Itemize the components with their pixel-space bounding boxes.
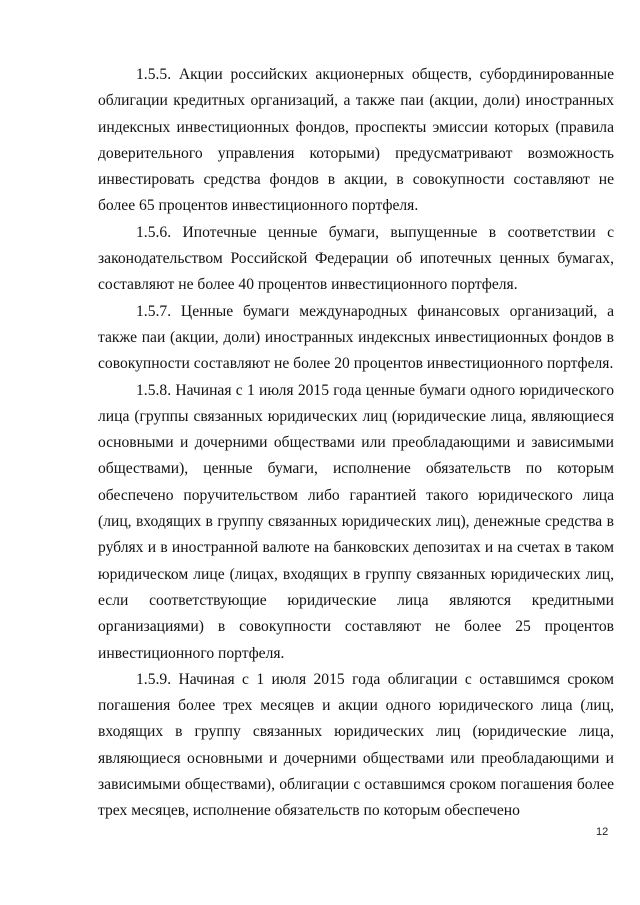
document-body <box>98 62 614 825</box>
paragraph-1-5-9: 1.5.9. Начиная с 1 июля 2015 года облигации с оставшимся сроком погашения более трех месяцев и акции одного юридического лица (лиц, входящих в группу связанных юридических лиц (юридические лица, являющиеся основными и дочерними обществами или преобладающими и зависимыми обществами), облигации с оставшимся сроком погашения более трех месяцев, исполнение обязательств по которым обеспечено <box>98 670 614 820</box>
page-number: 12 <box>596 826 609 838</box>
paragraph-1-5-6: 1.5.6. Ипотечные ценные бумаги, выпущенные в соответствии с законодательством Российской Федерации об ипотечных ценных бумагах, составляют не более 40 процентов инвестиционного портфеля. <box>98 223 614 294</box>
paragraph-1-5-7: 1.5.7. Ценные бумаги международных финансовых организаций, а также паи (акции, доли) иностранных индексных инвестиционных фондов в совокупности составляют не более 20 процентов инвестиционного портфеля. <box>98 302 614 373</box>
paragraph-1-5-8: 1.5.8. Начиная с 1 июля 2015 года ценные бумаги одного юридического лица (группы связанных юридических лиц (юридические лица, являющиеся основными и дочерними обществами или преобладающими и зависимыми обществами), ценные бумаги, исполнение обязательств по которым обеспечено поручительством либо гарантией такого юридического лица (лиц, входящих в группу связанных юридических лиц), денежные средства в рублях и в иностранной валюте на банковских депозитах и на счетах в таком юридическом лице (лицах, входящих в группу связанных юридических лиц, если соответствующие юридические лица являются кредитными организациями) в совокупности составляют не более 25 процентов инвестиционного портфеля. <box>98 381 614 662</box>
paragraph-1-5-5: 1.5.5. Акции российских акционерных обществ, субординированные облигации кредитных организаций, а также паи (акции, доли) иностранных индексных инвестиционных фондов, проспекты эмиссии которых (правила доверительного управления которыми) предусматривают возможность инвестировать средства фондов в акции, в совокупности составляют не более 65 процентов инвестиционного портфеля. <box>98 66 614 215</box>
